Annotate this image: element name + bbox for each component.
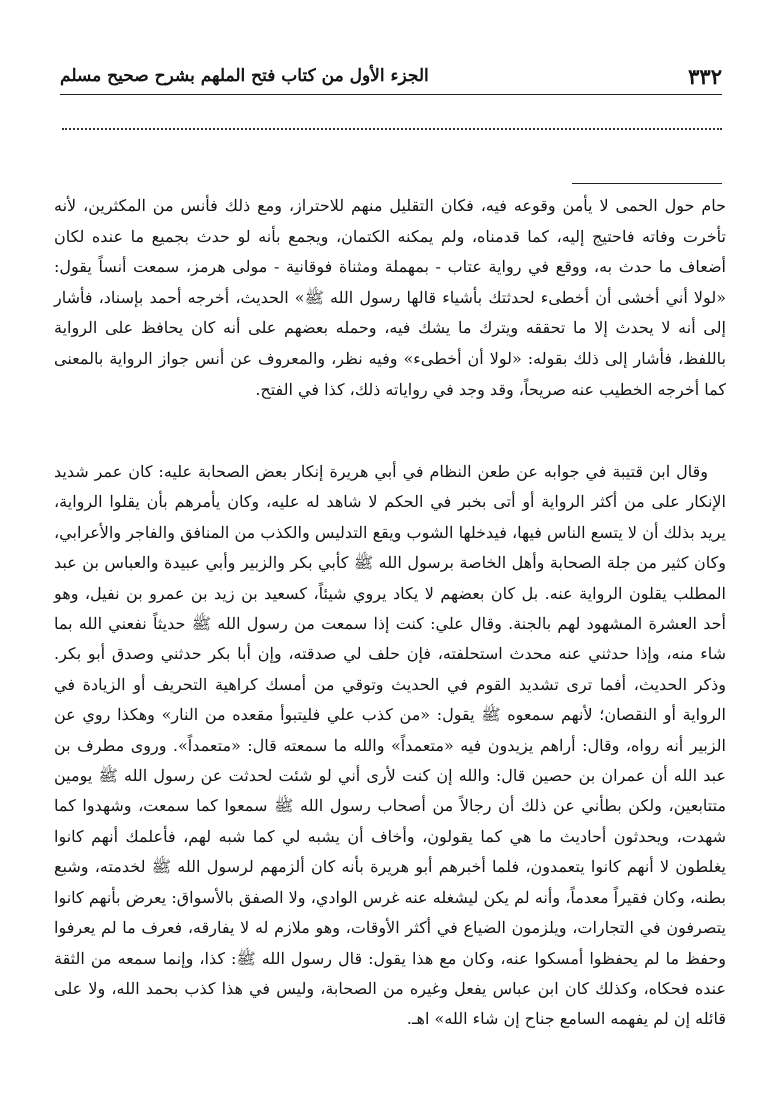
page-header [60,60,722,95]
body-paragraph-1: حام حول الحمى لا يأمن وقوعه فيه، فكان التقليل منهم للاحتراز، ومع ذلك فأنس من المكثرين، لأنه تأخرت وفاته فاحتيج إليه، كما قدمناه، ولم يمكنه الكتمان، ويجمع بأنه لو حدث بجميع ما عنده لكان أضعاف ما حدث به، ووقع في رواية عتاب - بمهملة ومثناة فوقانية - مولى هرمز، سمعت أنساً يقول: «لولا أني أخشى أن أخطىء لحدثتك بأشياء قالها رسول الله ﷺ» الحديث، أخرجه أحمد بإسناد، فأشار إلى أنه لا يحدث إلا ما تحققه ويترك ما يشك فيه، وحمله بعضهم على أنه كان يحافظ على الرواية باللفظ، فأشار إلى ذلك بقوله: «لولا أن أخطىء» وفيه نظر، والمعروف عن أنس جواز الرواية بالمعنى كما أخرجه الخطيب عنه صريحاً، وقد وجد في رواياته ذلك، كذا في الفتح. [54,196,727,399]
body-paragraph-2: وقال ابن قتيبة في جوابه عن طعن النظام في أبي هريرة إنكار بعض الصحابة عليه: كان عمر شديد الإنكار على من أكثر الرواية أو أتى بخبر في الحكم لا شاهد له عليه، وكان يأمرهم بأن يقلوا الرواية، يريد بذلك أن لا يتسع الناس فيها، فيدخلها الشوب ويقع التدليس والكذب من المنافق والفاجر والأعرابي، وكان كثير من جلة الصحابة وأهل الخاصة برسول الله ﷺ كأبي بكر والزبير وأبي عبيدة والعباس بن عبد المطلب يقلون الرواية عنه. بل كان بعضهم لا يكاد يروي شيئاً، كسعيد بن زيد بن عمرو بن نفيل، وهو أحد العشرة المشهود لهم بالجنة. وقال علي: كنت إذا سمعت من رسول الله ﷺ حديثاً نفعني الله بما شاء منه، وإذا حدثني عنه محدث استحلفته، فإن حلف لي صدقته، وإن أبا بكر حدثني وصدق أبو بكر. وذكر الحديث، أفما ترى تشديد القوم في الحديث وتوقي من أمسك كراهية التحريف أو الزيادة في الرواية أو النقصان؛ لأنهم سمعوه ﷺ يقول: «من كذب علي فليتبوأ مقعده من النار» وهكذا روي عن الزبير أنه رواه، وقال: أراهم يزيدون فيه «متعمداً» والله ما سمعته قال: «متعمداً». وروى مطرف بن عبد الله أن عمران بن حصين قال: والله إن كنت لأرى أني لو شئت لحدثت عن رسول الله ﷺ يومين متتابعين، ولكن بطأني عن ذلك أن رجالاً من أصحاب رسول الله ﷺ سمعوا كما سمعت، وشهدوا كما شهدت، ويحدثون أحاديث ما هي كما يقولون، وأخاف أن يشبه لي كما شبه لهم، فأعلمك أنهم كانوا يغلطون لا أنهم كانوا يتعمدون، فلما أخبرهم أبو هريرة بأنه كان ألزمهم لرسول الله ﷺ لخدمته، وشبع بطنه، وكان فقيراً معدماً، وأنه لم يكن ليشغله عنه غرس الوادي، ولا الصفق بالأسواق: يعرض بأنهم كانوا يتصرفون في التجارات، ويلزمون الضياع في أكثر الأوقات، وهو ملازم له لا يفارقه، فعرف ما لم يعرفوا وحفظ ما لم يحفظوا أمسكوا عنه، وكان مع هذا يقول: قال رسول الله ﷺ: كذا، وإنما سمعه من الثقة عنده فحكاه، وكذلك كان ابن عباس يفعل وغيره من الصحابة، وليس في هذا كذب بحمد الله، ولا على قائله إن لم يفهمه السامع جناح إن شاء الله» اهـ. [54,462,727,1029]
running-title: الجزء الأول من كتاب فتح الملهم بشرح صحيح مسلم [60,66,429,86]
dotted-separator [62,128,722,130]
page-number: ٣٣٢ [688,64,722,89]
footnote-rule [572,183,722,184]
